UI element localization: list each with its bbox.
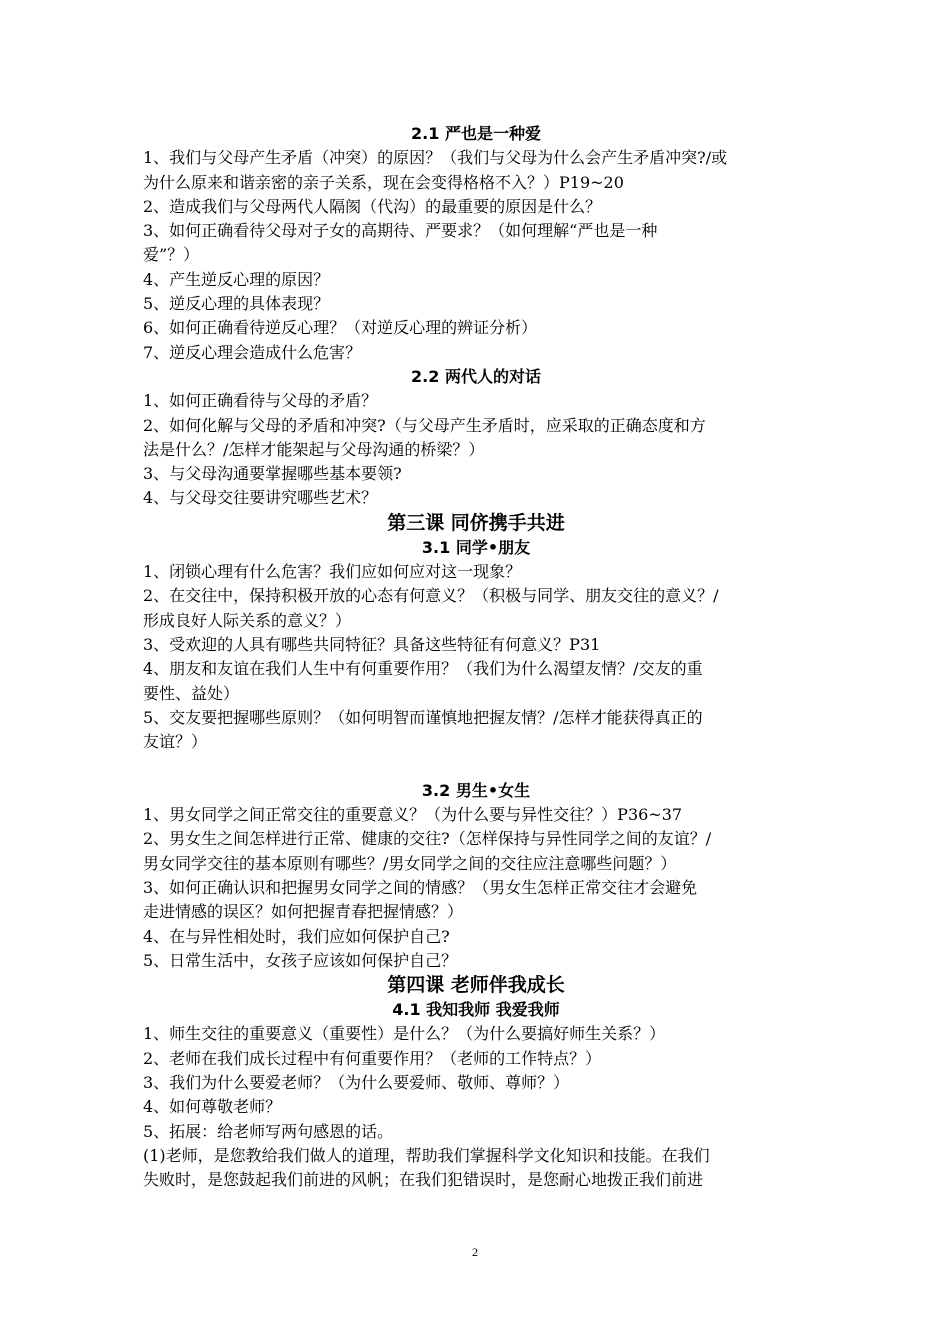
text-line: 5、拓展：给老师写两句感恩的话。: [143, 1121, 394, 1141]
text-line: 2、老师在我们成长过程中有何重要作用？（老师的工作特点？）: [143, 1048, 602, 1068]
text-line: 3、受欢迎的人具有哪些共同特征？具备这些特征有何意义？P31: [143, 634, 601, 654]
text-line: 男女同学交往的基本原则有哪些？/男女同学之间的交往应注意哪些问题？）: [143, 853, 677, 873]
blank-line: [143, 754, 809, 778]
text-line: 3、与父母沟通要掌握哪些基本要领?: [143, 464, 402, 484]
page-number: 2: [472, 1245, 478, 1259]
document-page: [143, 122, 809, 1192]
text-line: 要性、益处）: [143, 683, 240, 703]
text-line: 4、朋友和友谊在我们人生中有何重要作用？（我们为什么渴望友情？/交友的重: [143, 659, 703, 679]
text-line: 4、如何尊敬老师？: [143, 1097, 282, 1117]
text-line: 1、我们与父母产生矛盾（冲突）的原因？（我们与父母为什么会产生矛盾冲突?/或: [143, 148, 728, 168]
text-line: 形成良好人际关系的意义？）: [143, 610, 352, 630]
text-line: 4、在与异性相处时，我们应如何保护自己?: [143, 926, 450, 946]
text-line: (1)老师，是您教给我们做人的道理，帮助我们掌握科学文化知识和技能。在我们: [143, 1145, 710, 1165]
text-line: 3、如何正确看待父母对子女的高期待、严要求？（如何理解“严也是一种: [143, 221, 658, 241]
lesson-heading: 第四课 老师伴我成长: [387, 974, 565, 997]
text-line: 1、闭锁心理有什么危害？我们应如何应对这一现象？: [143, 562, 522, 582]
section-heading: 2.2 两代人的对话: [411, 366, 541, 386]
section-heading: 2.1 严也是一种爱: [411, 124, 541, 143]
section-body: [143, 389, 809, 510]
text-line: 4、产生逆反心理的原因？: [143, 269, 330, 289]
text-line: 2、男女生之间怎样进行正常、健康的交往?（怎样保持与异性同学之间的友谊？/: [143, 829, 712, 849]
text-line: 6、如何正确看待逆反心理？（对逆反心理的辨证分析）: [143, 318, 538, 338]
text-line: 2、造成我们与父母两代人隔阂（代沟）的最重要的原因是什么？: [143, 196, 602, 216]
text-line: 1、师生交往的重要意义（重要性）是什么？（为什么要搞好师生关系？）: [143, 1024, 666, 1044]
text-line: 5、逆反心理的具体表现？: [143, 294, 330, 314]
text-line: 友谊？）: [143, 732, 208, 752]
section-body: [143, 560, 809, 754]
text-line: 为什么原来和谐亲密的亲子关系，现在会变得格格不入？）P19~20: [143, 172, 624, 192]
text-line: 1、如何正确看待与父母的矛盾？: [143, 391, 378, 411]
section-body: [143, 803, 809, 973]
text-line: 法是什么？/怎样才能架起与父母沟通的桥梁？）: [143, 439, 485, 459]
text-line: 1、男女同学之间正常交往的重要意义？（为什么要与异性交往？）P36~37: [143, 805, 683, 825]
text-line: 3、如何正确认识和把握男女同学之间的情感？（男女生怎样正常交往才会避免: [143, 877, 698, 897]
section-heading: 3.2 男生•女生: [421, 780, 531, 800]
text-line: 走进情感的误区？如何把握青春把握情感？）: [143, 902, 464, 922]
section-heading: 3.1 同学•朋友: [421, 537, 531, 557]
section-heading: 4.1 我知我师 我爱我师: [392, 1000, 560, 1020]
text-line: 3、我们为什么要爱老师？（为什么要爱师、敬师、尊师？）: [143, 1072, 570, 1092]
lesson-heading: 第三课 同侪携手共进: [387, 511, 565, 534]
text-line: 7、逆反心理会造成什么危害？: [143, 342, 362, 362]
section-body: [143, 1022, 809, 1192]
text-line: 5、交友要把握哪些原则？（如何明智而谨慎地把握友情？/怎样才能获得真正的: [143, 707, 703, 727]
text-line: 失败时，是您鼓起我们前进的风帆；在我们犯错误时，是您耐心地拨正我们前进: [143, 1170, 704, 1190]
text-line: 5、日常生活中，女孩子应该如何保护自己？: [143, 950, 458, 970]
text-line: 2、如何化解与父母的矛盾和冲突?（与父母产生矛盾时，应采取的正确态度和方: [143, 415, 706, 435]
text-line: 4、与父母交往要讲究哪些艺术？: [143, 488, 378, 508]
text-line: 2、在交往中，保持积极开放的心态有何意义？（积极与同学、朋友交往的意义？/: [143, 586, 719, 606]
section-body: [143, 146, 809, 365]
text-line: 爱”？）: [143, 245, 200, 265]
